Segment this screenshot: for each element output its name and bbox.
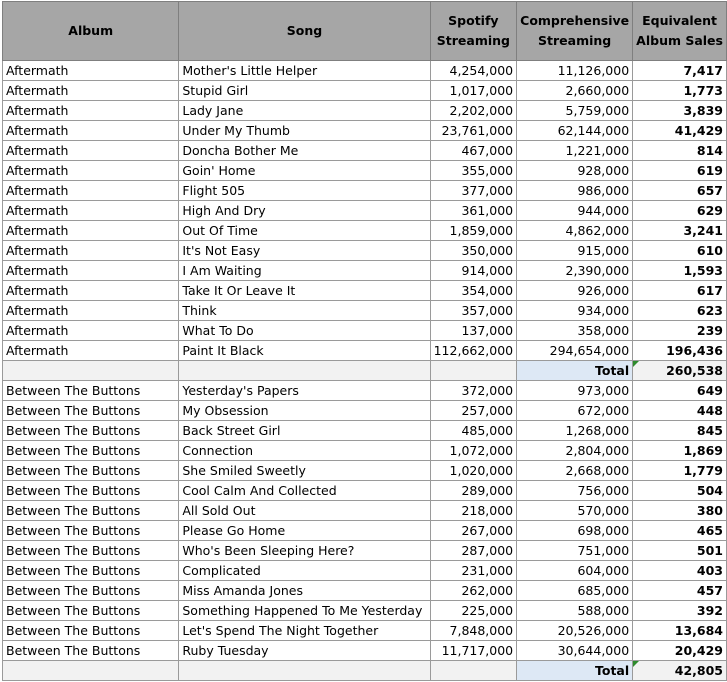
cell-comprehensive[interactable]: 5,759,000 (517, 101, 633, 121)
cell-comprehensive[interactable]: 2,660,000 (517, 81, 633, 101)
cell-comprehensive[interactable]: 358,000 (517, 321, 633, 341)
header-spotify-streaming[interactable] (430, 2, 517, 61)
table-row (3, 281, 727, 301)
cell-comprehensive[interactable]: 986,000 (517, 181, 633, 201)
cell-comprehensive[interactable]: 944,000 (517, 201, 633, 221)
cell-spotify[interactable]: 1,020,000 (430, 461, 517, 481)
cell-comprehensive[interactable]: 294,654,000 (517, 341, 633, 361)
cell-comprehensive[interactable]: 30,644,000 (517, 641, 633, 661)
cell-comprehensive[interactable]: 672,000 (517, 401, 633, 421)
cell-song[interactable]: Yesterday's Papers (179, 381, 430, 401)
cell-comprehensive[interactable]: 2,668,000 (517, 461, 633, 481)
table-row (3, 81, 727, 101)
table-row (3, 141, 727, 161)
total-label[interactable]: Total (517, 361, 633, 381)
cell-album[interactable]: Aftermath (3, 301, 179, 321)
cell-album-sales[interactable]: 380 (633, 501, 727, 521)
cell-song[interactable]: Doncha Bother Me (179, 141, 430, 161)
cell-album-sales[interactable]: 617 (633, 281, 727, 301)
cell-comprehensive[interactable]: 604,000 (517, 561, 633, 581)
cell-comprehensive[interactable]: 588,000 (517, 601, 633, 621)
cell-album-sales[interactable]: 610 (633, 241, 727, 261)
table-row (3, 621, 727, 641)
cell-album[interactable]: Between The Buttons (3, 381, 179, 401)
cell-song[interactable]: She Smiled Sweetly (179, 461, 430, 481)
cell-song[interactable]: Please Go Home (179, 521, 430, 541)
cell-spotify[interactable]: 11,717,000 (430, 641, 517, 661)
empty-cell[interactable] (179, 361, 430, 381)
table-row (3, 181, 727, 201)
cell-album[interactable]: Aftermath (3, 341, 179, 361)
cell-album[interactable]: Aftermath (3, 201, 179, 221)
total-value[interactable]: 260,538 (633, 361, 727, 381)
cell-album[interactable]: Between The Buttons (3, 641, 179, 661)
cell-album[interactable]: Aftermath (3, 141, 179, 161)
cell-album[interactable]: Between The Buttons (3, 441, 179, 461)
cell-comprehensive[interactable]: 1,221,000 (517, 141, 633, 161)
cell-spotify[interactable]: 257,000 (430, 401, 517, 421)
cell-album-sales[interactable]: 3,241 (633, 221, 727, 241)
table-row (3, 101, 727, 121)
cell-album[interactable]: Aftermath (3, 221, 179, 241)
cell-song[interactable]: Under My Thumb (179, 121, 430, 141)
table-row (3, 441, 727, 461)
cell-song[interactable]: Connection (179, 441, 430, 461)
cell-spotify[interactable]: 4,254,000 (430, 61, 517, 81)
cell-song[interactable]: All Sold Out (179, 501, 430, 521)
cell-album[interactable]: Between The Buttons (3, 541, 179, 561)
empty-cell[interactable] (3, 361, 179, 381)
table-row (3, 641, 727, 661)
cell-comprehensive[interactable]: 926,000 (517, 281, 633, 301)
cell-spotify[interactable]: 2,202,000 (430, 101, 517, 121)
cell-album-sales[interactable]: 457 (633, 581, 727, 601)
cell-song[interactable]: Take It Or Leave It (179, 281, 430, 301)
total-value[interactable]: 42,805 (633, 661, 727, 681)
cell-spotify[interactable]: 218,000 (430, 501, 517, 521)
cell-album-sales[interactable]: 1,773 (633, 81, 727, 101)
cell-album[interactable]: Aftermath (3, 81, 179, 101)
cell-album[interactable]: Aftermath (3, 321, 179, 341)
table-row (3, 481, 727, 501)
total-label[interactable]: Total (517, 661, 633, 681)
cell-album-sales[interactable]: 845 (633, 421, 727, 441)
cell-spotify[interactable]: 231,000 (430, 561, 517, 581)
cell-comprehensive[interactable]: 751,000 (517, 541, 633, 561)
cell-album-sales[interactable]: 13,684 (633, 621, 727, 641)
table-row (3, 321, 727, 341)
cell-comprehensive[interactable]: 756,000 (517, 481, 633, 501)
table-row (3, 261, 727, 281)
cell-album[interactable]: Between The Buttons (3, 401, 179, 421)
cell-spotify[interactable]: 267,000 (430, 521, 517, 541)
cell-album-sales[interactable]: 239 (633, 321, 727, 341)
header-comprehensive-line2: Streaming (538, 33, 612, 48)
cell-album[interactable]: Between The Buttons (3, 521, 179, 541)
cell-song[interactable]: Ruby Tuesday (179, 641, 430, 661)
cell-song[interactable]: Stupid Girl (179, 81, 430, 101)
cell-spotify[interactable]: 485,000 (430, 421, 517, 441)
cell-album-sales[interactable]: 3,839 (633, 101, 727, 121)
table-row (3, 521, 727, 541)
table-row (3, 501, 727, 521)
cell-spotify[interactable]: 355,000 (430, 161, 517, 181)
cell-album[interactable]: Aftermath (3, 281, 179, 301)
cell-album[interactable]: Aftermath (3, 241, 179, 261)
cell-song[interactable]: Paint It Black (179, 341, 430, 361)
cell-comprehensive[interactable]: 1,268,000 (517, 421, 633, 441)
cell-song[interactable]: Out Of Time (179, 221, 430, 241)
cell-song[interactable]: Complicated (179, 561, 430, 581)
cell-spotify[interactable]: 467,000 (430, 141, 517, 161)
cell-comprehensive[interactable]: 11,126,000 (517, 61, 633, 81)
cell-album[interactable]: Aftermath (3, 181, 179, 201)
header-album[interactable]: Album (3, 2, 179, 61)
header-row (3, 2, 727, 61)
cell-album[interactable]: Aftermath (3, 121, 179, 141)
cell-album-sales[interactable]: 403 (633, 561, 727, 581)
cell-album-sales[interactable]: 1,779 (633, 461, 727, 481)
cell-comprehensive[interactable]: 62,144,000 (517, 121, 633, 141)
cell-album[interactable]: Between The Buttons (3, 501, 179, 521)
cell-album-sales[interactable]: 657 (633, 181, 727, 201)
cell-album[interactable]: Aftermath (3, 101, 179, 121)
cell-spotify[interactable]: 23,761,000 (430, 121, 517, 141)
cell-spotify[interactable]: 1,017,000 (430, 81, 517, 101)
table-body (3, 61, 727, 681)
sales-table (2, 1, 727, 681)
cell-song[interactable]: Lady Jane (179, 101, 430, 121)
cell-album[interactable]: Aftermath (3, 161, 179, 181)
header-comprehensive-line1: Comprehensive (520, 13, 630, 28)
cell-song[interactable]: Think (179, 301, 430, 321)
cell-song[interactable]: High And Dry (179, 201, 430, 221)
cell-spotify[interactable]: 1,859,000 (430, 221, 517, 241)
cell-song[interactable]: Goin' Home (179, 161, 430, 181)
cell-album-sales[interactable]: 623 (633, 301, 727, 321)
cell-comprehensive[interactable]: 2,804,000 (517, 441, 633, 461)
cell-album-sales[interactable]: 814 (633, 141, 727, 161)
cell-comprehensive[interactable]: 685,000 (517, 581, 633, 601)
table-row (3, 121, 727, 141)
cell-album-sales[interactable]: 504 (633, 481, 727, 501)
header-song[interactable]: Song (179, 2, 430, 61)
cell-comprehensive[interactable]: 570,000 (517, 501, 633, 521)
cell-spotify[interactable]: 372,000 (430, 381, 517, 401)
table-row (3, 61, 727, 81)
cell-album-sales[interactable]: 448 (633, 401, 727, 421)
cell-album[interactable]: Aftermath (3, 61, 179, 81)
empty-cell[interactable] (3, 661, 179, 681)
table-row (3, 221, 727, 241)
table-row (3, 381, 727, 401)
cell-spotify[interactable]: 287,000 (430, 541, 517, 561)
cell-comprehensive[interactable]: 973,000 (517, 381, 633, 401)
cell-song[interactable]: It's Not Easy (179, 241, 430, 261)
cell-spotify[interactable]: 137,000 (430, 321, 517, 341)
table-row (3, 561, 727, 581)
cell-album[interactable]: Between The Buttons (3, 421, 179, 441)
cell-comprehensive[interactable]: 698,000 (517, 521, 633, 541)
cell-song[interactable]: I Am Waiting (179, 261, 430, 281)
cell-spotify[interactable]: 350,000 (430, 241, 517, 261)
spreadsheet (2, 1, 727, 681)
cell-album[interactable]: Between The Buttons (3, 601, 179, 621)
table-row (3, 201, 727, 221)
cell-spotify[interactable]: 354,000 (430, 281, 517, 301)
cell-album-sales[interactable]: 7,417 (633, 61, 727, 81)
cell-spotify[interactable]: 225,000 (430, 601, 517, 621)
header-equivalent-album-sales[interactable] (633, 2, 727, 61)
cell-song[interactable]: Something Happened To Me Yesterday (179, 601, 430, 621)
cell-song[interactable]: Back Street Girl (179, 421, 430, 441)
cell-comprehensive[interactable]: 928,000 (517, 161, 633, 181)
empty-cell[interactable] (179, 661, 430, 681)
header-spotify-line1: Spotify (448, 13, 499, 28)
cell-album-sales[interactable]: 649 (633, 381, 727, 401)
cell-spotify[interactable]: 289,000 (430, 481, 517, 501)
cell-album-sales[interactable]: 619 (633, 161, 727, 181)
table-row (3, 581, 727, 601)
cell-album-sales[interactable]: 392 (633, 601, 727, 621)
cell-album[interactable]: Between The Buttons (3, 461, 179, 481)
cell-album[interactable]: Aftermath (3, 261, 179, 281)
cell-comprehensive[interactable]: 2,390,000 (517, 261, 633, 281)
cell-song[interactable]: What To Do (179, 321, 430, 341)
cell-song[interactable]: Cool Calm And Collected (179, 481, 430, 501)
cell-spotify[interactable]: 7,848,000 (430, 621, 517, 641)
cell-album[interactable]: Between The Buttons (3, 621, 179, 641)
cell-album[interactable]: Between The Buttons (3, 481, 179, 501)
cell-song[interactable]: Who's Been Sleeping Here? (179, 541, 430, 561)
table-row (3, 601, 727, 621)
table-row (3, 541, 727, 561)
cell-album[interactable]: Between The Buttons (3, 581, 179, 601)
header-eas-line2: Album Sales (636, 33, 723, 48)
table-row (3, 461, 727, 481)
table-row (3, 341, 727, 361)
cell-song[interactable]: My Obsession (179, 401, 430, 421)
cell-album-sales[interactable]: 465 (633, 521, 727, 541)
cell-album-sales[interactable]: 41,429 (633, 121, 727, 141)
empty-cell[interactable] (430, 361, 517, 381)
cell-comprehensive[interactable]: 20,526,000 (517, 621, 633, 641)
cell-song[interactable]: Let's Spend The Night Together (179, 621, 430, 641)
cell-album-sales[interactable]: 20,429 (633, 641, 727, 661)
cell-album[interactable]: Between The Buttons (3, 561, 179, 581)
cell-song[interactable]: Flight 505 (179, 181, 430, 201)
total-row (3, 361, 727, 381)
cell-album-sales[interactable]: 629 (633, 201, 727, 221)
cell-comprehensive[interactable]: 934,000 (517, 301, 633, 321)
cell-song[interactable]: Mother's Little Helper (179, 61, 430, 81)
cell-album-sales[interactable]: 1,593 (633, 261, 727, 281)
header-spotify-line2: Streaming (436, 33, 510, 48)
cell-spotify[interactable]: 377,000 (430, 181, 517, 201)
cell-song[interactable]: Miss Amanda Jones (179, 581, 430, 601)
empty-cell[interactable] (430, 661, 517, 681)
table-row (3, 301, 727, 321)
cell-album-sales[interactable]: 196,436 (633, 341, 727, 361)
cell-spotify[interactable]: 1,072,000 (430, 441, 517, 461)
table-row (3, 241, 727, 261)
table-row (3, 401, 727, 421)
cell-comprehensive[interactable]: 915,000 (517, 241, 633, 261)
cell-comprehensive[interactable]: 4,862,000 (517, 221, 633, 241)
cell-album-sales[interactable]: 1,869 (633, 441, 727, 461)
table-row (3, 161, 727, 181)
cell-spotify[interactable]: 262,000 (430, 581, 517, 601)
header-comprehensive-streaming[interactable] (517, 2, 633, 61)
cell-spotify[interactable]: 112,662,000 (430, 341, 517, 361)
table-row (3, 421, 727, 441)
cell-album-sales[interactable]: 501 (633, 541, 727, 561)
total-row (3, 661, 727, 681)
cell-spotify[interactable]: 914,000 (430, 261, 517, 281)
cell-spotify[interactable]: 361,000 (430, 201, 517, 221)
cell-spotify[interactable]: 357,000 (430, 301, 517, 321)
header-eas-line1: Equivalent (642, 13, 718, 28)
